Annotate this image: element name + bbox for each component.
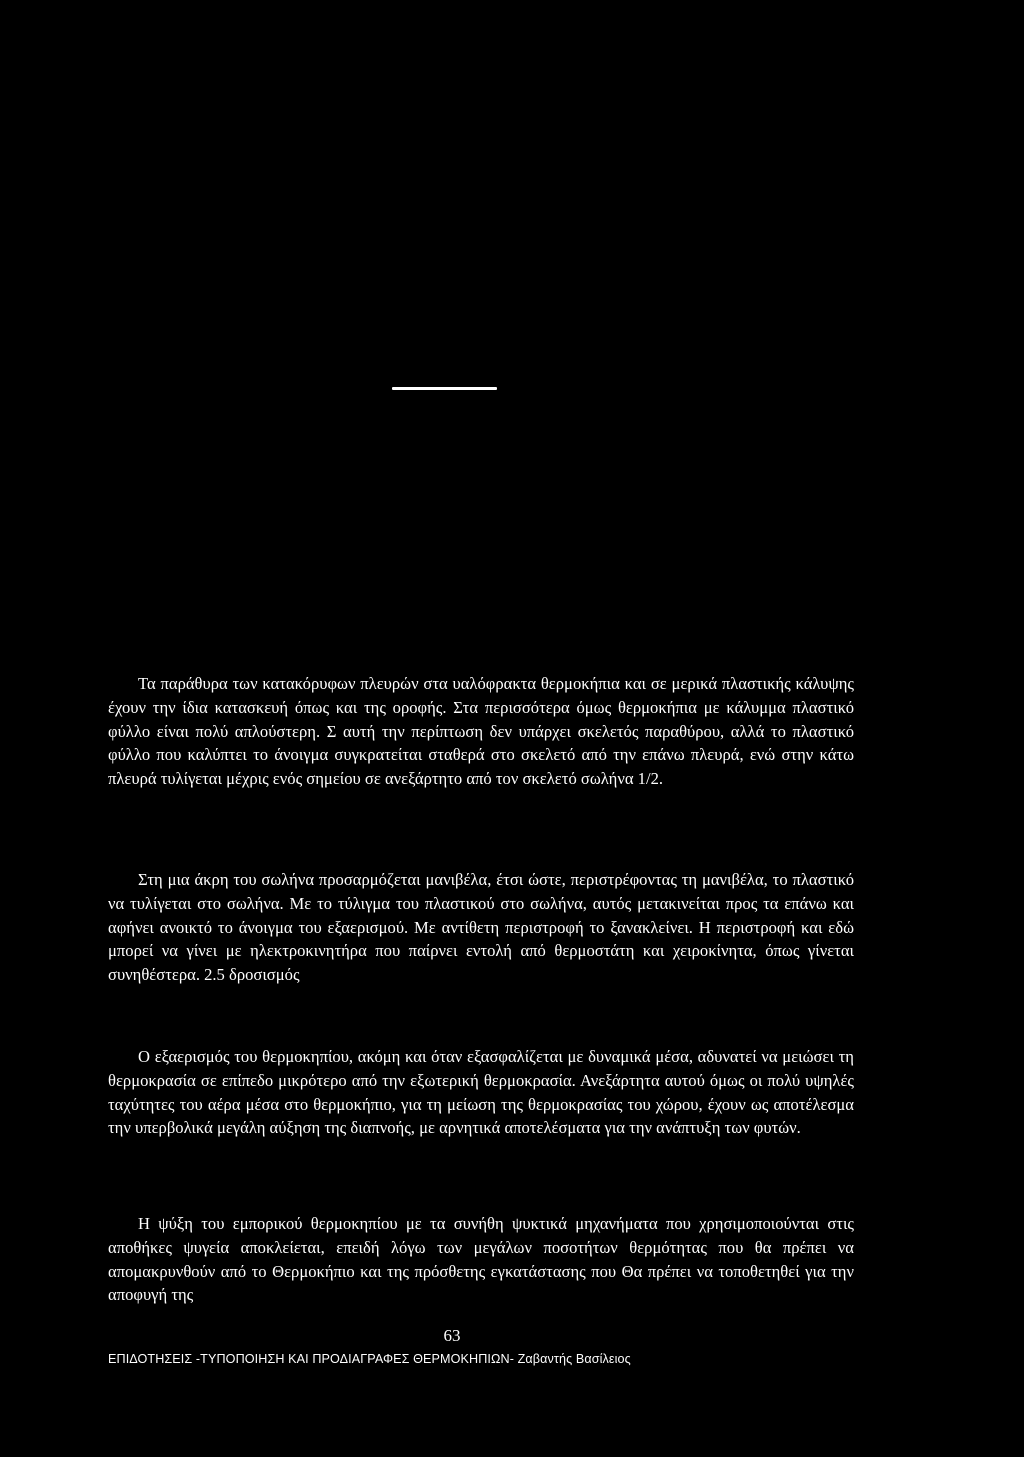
- image-highlight-line: [392, 387, 497, 390]
- page-footer: ΕΠΙΔΟΤΗΣΕΙΣ -ΤΥΠΟΠΟΙΗΣΗ ΚΑΙ ΠΡΟΔΙΑΓΡΑΦΕΣ ΘΕΡΜΟΚΗΠΙΩΝ- Ζαβαντής Βασίλειος: [108, 1352, 631, 1366]
- paragraph-windows: [108, 672, 854, 791]
- dark-image-region: [0, 0, 1024, 640]
- paragraph-ventilation: [108, 1045, 854, 1140]
- paragraph-text: Τα παράθυρα των κατακόρυφων πλευρών στα υαλόφρακτα θερμοκήπια και σε μερικά πλαστικής κάλυψης έχουν την ίδια κατασκευή όπως και της οροφής. Στα περισσότερα όμως θερμοκήπια με κάλυμμα πλαστικό φύλλο είναι πολύ απλούστερη. Σ αυτή την περίπτωση δεν υπάρχει σκελετός παραθύρου, αλλά το πλαστικό φύλλο που καλύπτει το άνοιγμα συγκρατείται σταθερά στο σκελετό από την επάνω πλευρά, ενώ στην κάτω πλευρά τυλίγεται μέχρις ενός σημείου σε ανεξάρτητο από τον σκελετό σωλήνα 1/2.: [108, 674, 854, 789]
- paragraph-text: Στη μια άκρη του σωλήνα προσαρμόζεται μανιβέλα, έτσι ώστε, περιστρέφοντας τη μανιβέλα, το πλαστικό να τυλίγεται στο σωλήνα. Με το τύλιγμα του πλαστικού στο σωλήνα, αυτός μετακινείται προς τα επάνω και αφήνει ανοικτό το άνοιγμα του εξαερισμού. Με αντίθετη περιστροφή το ξανακλείνει. Η περιστροφή και εδώ μπορεί να γίνει με ηλεκτροκινητήρα που παίρνει εντολή από θερμοστάτη και χειροκίνητα, όπως γίνεται συνηθέστερα. 2.5 δροσισμός: [108, 870, 854, 985]
- paragraph-text: Ο εξαερισμός του θερμοκηπίου, ακόμη και όταν εξασφαλίζεται με δυναμικά μέσα, αδυνατεί να μειώσει τη θερμοκρασία σε επίπεδο μικρότερο από την εξωτερική θερμοκρασία. Ανεξάρτητα αυτού όμως οι πολύ υψηλές ταχύτητες του αέρα μέσα στο θερμοκήπιο, για τη μείωση της θερμοκρασίας του χώρου, έχουν ως αποτέλεσμα την υπερβολικά μεγάλη αύξηση της διαπνοής, με αρνητικά αποτελέσματα για την ανάπτυξη των φυτών.: [108, 1047, 854, 1138]
- paragraph-crank: [108, 868, 854, 987]
- page-number: 63: [443, 1326, 461, 1345]
- paragraph-text: Η ψύξη του εμπορικού θερμοκηπίου με τα συνήθη ψυκτικά μηχανήματα που χρησιμοποιούνται στις αποθήκες ψυγεία αποκλείεται, επειδή λόγω των μεγάλων ποσοτήτων θερμότητας που θα πρέπει να απομακρυνθούν από το Θερμοκήπιο και της πρόσθετης εγκατάστασης που Θα πρέπει να τοποθετηθεί για την αποφυγή της: [108, 1214, 854, 1305]
- paragraph-cooling: [108, 1212, 854, 1307]
